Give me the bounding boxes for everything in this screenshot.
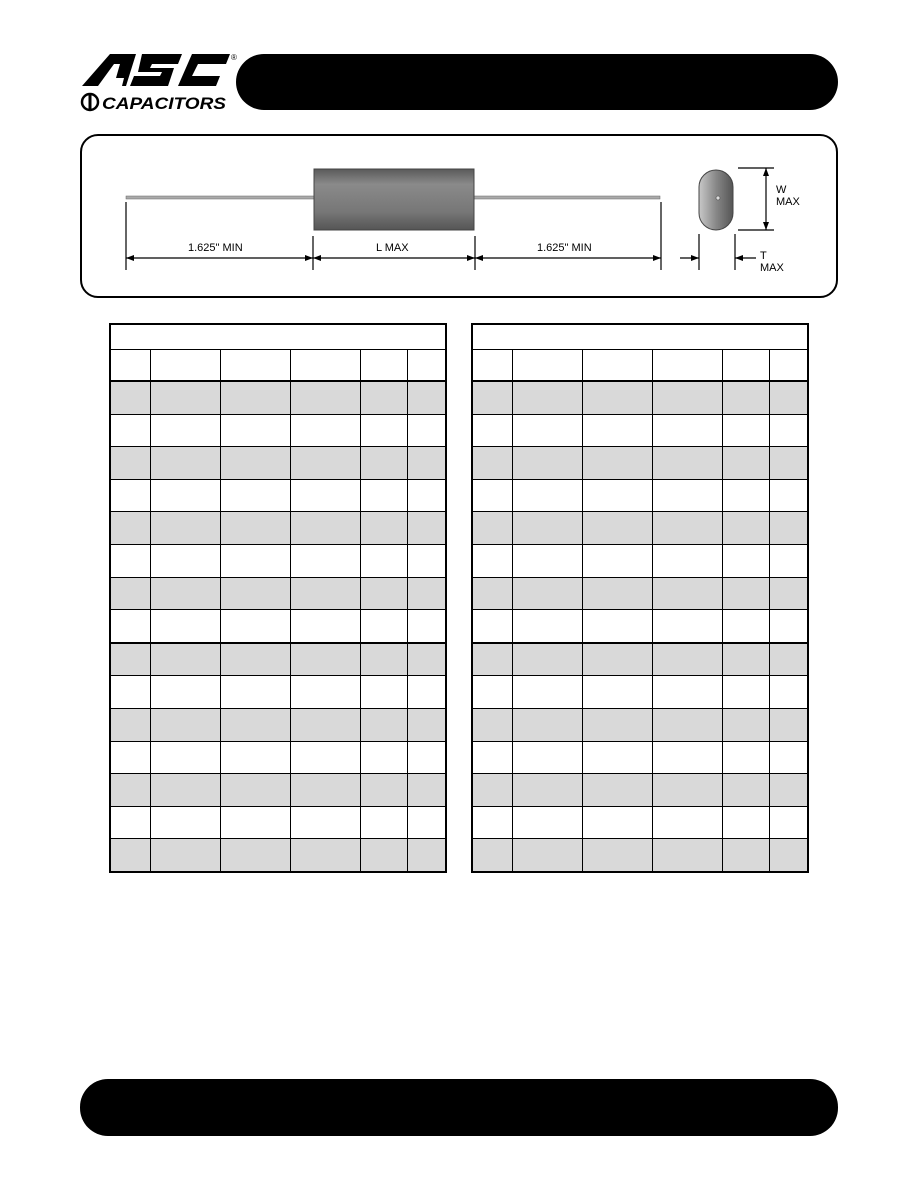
table-row <box>110 774 446 807</box>
table-cell <box>582 414 652 447</box>
table-cell <box>769 479 808 512</box>
table-header-cell <box>472 350 512 382</box>
table-cell <box>652 774 722 807</box>
table-cell <box>582 774 652 807</box>
table-row <box>110 676 446 709</box>
table-cell <box>582 544 652 577</box>
width-label-line2: MAX <box>776 196 800 208</box>
table-header-cell <box>220 350 290 382</box>
table-cell <box>220 381 290 414</box>
table-cell <box>407 774 446 807</box>
footer-banner <box>80 1079 838 1136</box>
table-cell <box>360 544 407 577</box>
table-row <box>472 676 808 709</box>
table-cell <box>150 676 220 709</box>
table-cell <box>652 447 722 480</box>
table-cell <box>407 577 446 610</box>
table-cell <box>220 544 290 577</box>
table-row <box>472 741 808 774</box>
table-cell <box>512 741 582 774</box>
table-header-cell <box>722 350 769 382</box>
table-cell <box>472 774 512 807</box>
table-cell <box>110 774 150 807</box>
table-cell <box>582 381 652 414</box>
table-cell <box>582 806 652 839</box>
table-cell <box>407 708 446 741</box>
table-cell <box>652 839 722 872</box>
table-cell <box>360 676 407 709</box>
table-cell <box>472 512 512 545</box>
table-cell <box>769 708 808 741</box>
table-row <box>110 610 446 643</box>
table-cell <box>290 839 360 872</box>
table-cell <box>290 577 360 610</box>
table-cell <box>472 741 512 774</box>
table-cell <box>722 676 769 709</box>
table-cell <box>360 839 407 872</box>
table-cell <box>290 774 360 807</box>
table-cell <box>220 839 290 872</box>
table-cell <box>220 643 290 676</box>
table-cell <box>769 544 808 577</box>
table-cell <box>722 774 769 807</box>
table-row <box>110 544 446 577</box>
table-cell <box>150 544 220 577</box>
table-cell <box>220 741 290 774</box>
table-cell <box>582 708 652 741</box>
table-header-cell <box>652 350 722 382</box>
table-body <box>472 381 808 872</box>
table-cell <box>652 708 722 741</box>
body-length-label: L MAX <box>376 242 409 254</box>
table-body <box>110 381 446 872</box>
table-cell <box>360 381 407 414</box>
table-cell <box>472 479 512 512</box>
spec-table-right <box>471 323 809 873</box>
table-cell <box>110 447 150 480</box>
table-cell <box>220 708 290 741</box>
table-cell <box>512 512 582 545</box>
table-cell <box>360 479 407 512</box>
table-cell <box>512 544 582 577</box>
table-cell <box>512 806 582 839</box>
table-row <box>110 708 446 741</box>
table-cell <box>407 447 446 480</box>
asc-capacitors-logo <box>80 50 240 114</box>
table-cell <box>472 544 512 577</box>
table-cell <box>290 447 360 480</box>
table-cell <box>652 414 722 447</box>
table-cell <box>407 741 446 774</box>
table-cell <box>652 544 722 577</box>
table-row <box>110 512 446 545</box>
table-cell <box>290 708 360 741</box>
capacitor-lead-left <box>126 196 314 199</box>
table-row <box>110 447 446 480</box>
table-cell <box>652 610 722 643</box>
table-cell <box>652 512 722 545</box>
table-cell <box>722 610 769 643</box>
table-cell <box>769 676 808 709</box>
table-cell <box>407 414 446 447</box>
table-cell <box>150 447 220 480</box>
table-cell <box>360 741 407 774</box>
table-cell <box>220 479 290 512</box>
table-cell <box>290 414 360 447</box>
table-cell <box>290 643 360 676</box>
table-cell <box>150 839 220 872</box>
logo-subtitle-graphic <box>82 94 227 113</box>
capacitor-end-view <box>699 170 733 230</box>
table-row <box>472 806 808 839</box>
table-header-cell <box>512 350 582 382</box>
table-cell <box>582 577 652 610</box>
table-cell <box>407 479 446 512</box>
table-cell <box>722 479 769 512</box>
table-cell <box>290 610 360 643</box>
table-cell <box>220 577 290 610</box>
table-cell <box>110 839 150 872</box>
table-cell <box>769 643 808 676</box>
table-row <box>472 447 808 480</box>
table-cell <box>582 447 652 480</box>
table-cell <box>512 479 582 512</box>
table-cell <box>407 544 446 577</box>
table-cell <box>582 643 652 676</box>
table-cell <box>110 544 150 577</box>
table-header-cell <box>582 350 652 382</box>
table-cell <box>150 708 220 741</box>
table-cell <box>722 577 769 610</box>
table-cell <box>582 479 652 512</box>
logo-wordmark-graphic <box>82 53 237 86</box>
table-cell <box>472 610 512 643</box>
table-row <box>110 479 446 512</box>
capacitor-body <box>314 169 474 230</box>
table-cell <box>512 381 582 414</box>
table-cell <box>150 806 220 839</box>
table-cell <box>290 544 360 577</box>
table-cell <box>512 447 582 480</box>
table-cell <box>652 479 722 512</box>
table-cell <box>360 774 407 807</box>
table-cell <box>150 774 220 807</box>
table-title-cell <box>110 324 446 350</box>
table-row <box>110 643 446 676</box>
table-row <box>110 381 446 414</box>
table-row <box>472 774 808 807</box>
table-cell <box>652 643 722 676</box>
table-cell <box>110 806 150 839</box>
table-cell <box>220 512 290 545</box>
table-row <box>472 544 808 577</box>
table-cell <box>150 577 220 610</box>
table-cell <box>220 806 290 839</box>
table-cell <box>290 512 360 545</box>
table-cell <box>360 414 407 447</box>
table-cell <box>220 610 290 643</box>
lead-length-label-left: 1.625" MIN <box>188 242 243 254</box>
table-cell <box>110 610 150 643</box>
table-cell <box>360 512 407 545</box>
table-cell <box>512 676 582 709</box>
table-cell <box>472 381 512 414</box>
table-cell <box>407 512 446 545</box>
table-cell <box>582 741 652 774</box>
table-cell <box>290 381 360 414</box>
table-row <box>472 610 808 643</box>
capacitor-outline-drawing <box>82 136 836 296</box>
table-cell <box>472 839 512 872</box>
table-cell <box>110 414 150 447</box>
table-cell <box>769 774 808 807</box>
table-row <box>472 577 808 610</box>
table-cell <box>110 643 150 676</box>
table-cell <box>110 381 150 414</box>
table-cell <box>769 839 808 872</box>
table-row <box>472 414 808 447</box>
table-cell <box>769 806 808 839</box>
table-cell <box>652 806 722 839</box>
table-row <box>110 577 446 610</box>
table-row <box>110 741 446 774</box>
table-cell <box>722 447 769 480</box>
table-cell <box>769 610 808 643</box>
table-cell <box>769 577 808 610</box>
table-cell <box>582 839 652 872</box>
capacitor-lead-right <box>474 196 660 199</box>
table-cell <box>360 643 407 676</box>
table-cell <box>150 479 220 512</box>
table-cell <box>722 839 769 872</box>
table-cell <box>512 610 582 643</box>
table-cell <box>407 676 446 709</box>
table-cell <box>360 708 407 741</box>
table-cell <box>512 577 582 610</box>
table-cell <box>472 447 512 480</box>
table-cell <box>769 381 808 414</box>
table-cell <box>110 512 150 545</box>
table-cell <box>582 512 652 545</box>
table-cell <box>722 414 769 447</box>
width-label-line1: W <box>776 184 787 196</box>
table-cell <box>110 708 150 741</box>
table-cell <box>769 741 808 774</box>
table-cell <box>722 708 769 741</box>
table-cell <box>407 610 446 643</box>
table-cell <box>150 381 220 414</box>
table-cell <box>722 381 769 414</box>
table-cell <box>150 643 220 676</box>
table-cell <box>290 479 360 512</box>
table-cell <box>220 774 290 807</box>
table-cell <box>290 806 360 839</box>
table-header-cell <box>769 350 808 382</box>
table-row <box>472 839 808 872</box>
table-cell <box>150 414 220 447</box>
table-row <box>472 479 808 512</box>
table-cell <box>652 741 722 774</box>
table-cell <box>722 512 769 545</box>
table-header-cell <box>360 350 407 382</box>
table-row <box>472 643 808 676</box>
lead-length-label-right: 1.625" MIN <box>537 242 592 254</box>
table-cell <box>360 447 407 480</box>
table-cell <box>407 643 446 676</box>
table-cell <box>512 774 582 807</box>
table-cell <box>360 577 407 610</box>
table-cell <box>360 806 407 839</box>
table-cell <box>512 643 582 676</box>
table-cell <box>150 610 220 643</box>
table-cell <box>722 806 769 839</box>
svg-text:CAPACITORS: CAPACITORS <box>102 94 227 113</box>
table-cell <box>472 806 512 839</box>
table-cell <box>582 610 652 643</box>
thickness-label-line1: T <box>760 250 767 262</box>
table-cell <box>769 447 808 480</box>
table-cell <box>110 577 150 610</box>
table-row <box>472 381 808 414</box>
header-banner <box>236 54 838 110</box>
svg-text:®: ® <box>231 53 237 62</box>
table-cell <box>722 741 769 774</box>
dimension-drawing <box>80 134 838 298</box>
table-cell <box>472 643 512 676</box>
table-row <box>110 806 446 839</box>
table-cell <box>220 676 290 709</box>
table-header-cell <box>110 350 150 382</box>
table-row <box>110 414 446 447</box>
table-cell <box>652 577 722 610</box>
table-cell <box>472 676 512 709</box>
table-cell <box>769 414 808 447</box>
table-cell <box>407 806 446 839</box>
table-cell <box>290 741 360 774</box>
table-cell <box>512 839 582 872</box>
table-cell <box>582 676 652 709</box>
table-row <box>472 512 808 545</box>
table-cell <box>407 839 446 872</box>
table-cell <box>512 708 582 741</box>
table-cell <box>220 447 290 480</box>
table-cell <box>220 414 290 447</box>
table-cell <box>407 381 446 414</box>
table-cell <box>472 577 512 610</box>
table-cell <box>472 414 512 447</box>
table-cell <box>722 544 769 577</box>
thickness-label-line2: MAX <box>760 262 784 274</box>
spec-table-left <box>109 323 447 873</box>
table-cell <box>360 610 407 643</box>
table-cell <box>512 414 582 447</box>
table-title-cell <box>472 324 808 350</box>
table-cell <box>472 708 512 741</box>
table-header-cell <box>407 350 446 382</box>
table-cell <box>110 479 150 512</box>
table-cell <box>769 512 808 545</box>
table-header-cell <box>150 350 220 382</box>
table-cell <box>150 741 220 774</box>
table-cell <box>110 741 150 774</box>
table-cell <box>722 643 769 676</box>
table-cell <box>110 676 150 709</box>
table-header-cell <box>290 350 360 382</box>
table-cell <box>150 512 220 545</box>
table-row <box>472 708 808 741</box>
table-cell <box>652 676 722 709</box>
table-cell <box>290 676 360 709</box>
table-row <box>110 839 446 872</box>
table-cell <box>652 381 722 414</box>
